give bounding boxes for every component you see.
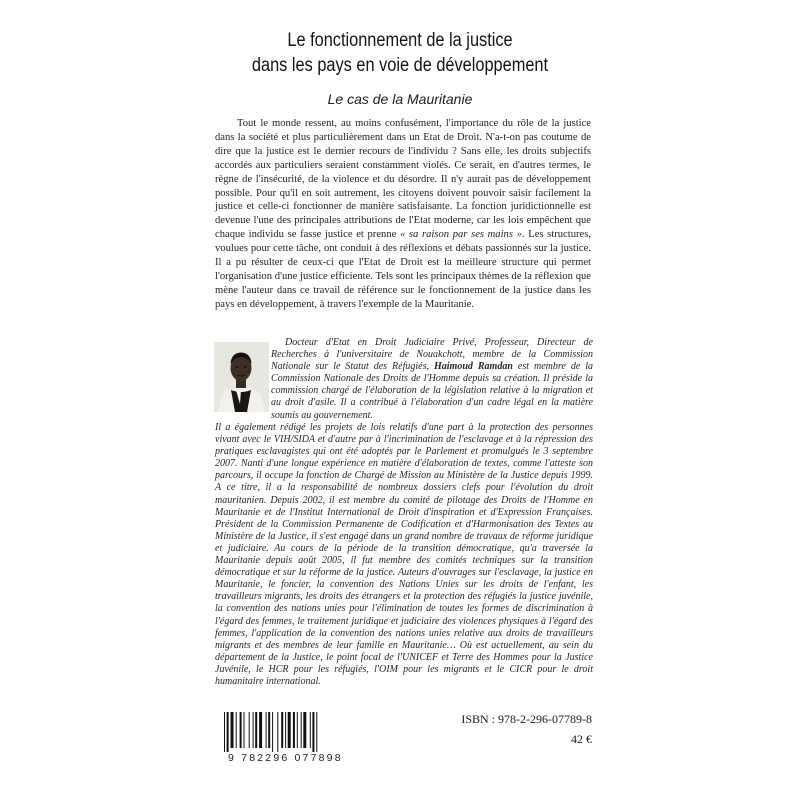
barcode-bar <box>259 712 262 748</box>
barcode-bar <box>236 712 237 748</box>
book-subtitle: Le cas de la Mauritanie <box>327 91 473 107</box>
book-title-line-2: dans les pays en voie de développement <box>251 55 549 76</box>
author-portrait-image <box>214 342 269 412</box>
book-title-line-1: Le fonctionnement de la justice <box>287 30 513 51</box>
blurb-text-1: Tout le monde ressent, au moins confusément, l'importance du rôle de la justice dans la société et plus particulièrement dans un Etat de Droit. N'a-t-on pas coutume de dire que la justice est le dernier recours de l'individu ? Sans elle, les droits subjectifs accordés aux particuliers seraient constamment violés. Ce serait, en d'autres termes, le règne de l'insécurité, de la violence et du désordre. Il n'y aurait pas de développement possible. Pour qu'il en soit autrement, les citoyens doivent pouvoir saisir facilement la justice et celle-ci fonctionner de manière satisfaisante. La fonction juridictionnelle est devenue l'une des principales attributions de l'Etat moderne, car les lois empêchent que chaque individu se fasse justice et prenne <box>215 118 591 241</box>
barcode-bar <box>244 712 245 748</box>
barcode-bar <box>255 712 257 748</box>
barcode-bar <box>303 712 306 748</box>
author-bio-intro <box>271 337 593 422</box>
barcode-bar <box>266 712 267 748</box>
bio-text-1: Docteur d'Etat en Droit Judiciaire Privé, Professeur, Directeur de Recherches à l'universitaire de Nouakchott, membre de la Commission Nationale sur le Statut des Réfugiés, <box>271 337 593 373</box>
author-photo <box>214 342 269 412</box>
barcode-bar <box>301 712 302 748</box>
barcode-bar <box>285 712 286 748</box>
barcode-bar <box>297 712 298 748</box>
barcode-bar <box>310 712 311 748</box>
author-name: Haimoud Ramdan <box>434 361 513 373</box>
barcode-bar <box>316 712 317 752</box>
book-title <box>56 28 744 78</box>
barcode-bar <box>277 712 278 752</box>
barcode-bar <box>227 712 229 752</box>
barcode-bar <box>253 712 254 748</box>
barcode-bar <box>231 712 234 748</box>
isbn-label: ISBN : 978-2-296-07789-8 <box>461 712 592 726</box>
back-cover-blurb <box>215 117 591 312</box>
barcode-bar <box>281 712 283 748</box>
barcode-bar <box>293 712 295 748</box>
barcode-bar <box>312 712 314 752</box>
bio-text-2: est membre de la Commission Nationale des Droits de l'Homme depuis sa création. Il préside la commission chargé de l'élaboration de la législation relative à la migration et au droit d'asile. Il a contribué à l'élaboration d'un cadre légal en la matière soumis au gouvernement. <box>271 361 594 421</box>
isbn-barcode <box>222 712 346 752</box>
barcode-bar <box>288 712 291 748</box>
barcode-bar <box>268 712 270 748</box>
author-bio-main: Il a également rédigé les projets de lois relatifs d'une part à la protection des personnes vivant avec le VIH/SIDA et d'autre par à l'incrimination de l'esclavage et à la répression des pratiques esclavagistes qui ont été adoptés par le Parlement et promulgués le 3 septembre 2007. Nanti d'une longue expérience en matière d'élaboration de textes, comme l'atteste son parcours, il occupe la fonction de Chargé de Mission au Ministère de la Justice depuis 1999. A ce titre, il a la responsabilité de nombreux dossiers clefs pour l'évolution du droit mauritanien. Depuis 2002, il est membre du comité de pilotage des Droits de l'Homme en Mauritanie et de l'Institut International de Droit d'inspiration et d'Expression Françaises. Président de la Commission Permanente de Codification et d'Harmonisation des Textes au Ministère de la Justice, il s'est engagé dans un grand nombre de travaux de réforme juridique et judiciaire. Au cours de la période de la transition démocratique, qu'a traversée la Mauritanie depuis août 2005, il fut membre des comités techniques sur la transition démocratique et sur la réforme de la justice. Auteurs d'ouvrages sur l'esclavage, la justice en Mauritanie, le foncier, la convention des Nations Unies sur les droits de l'enfant, les travailleurs migrants, les droits des étrangers et la protection des réfugiés la justice juvénile, la convention des nations unies pour l'élimination de toutes les formes de discrimination à l'égard des femmes, le traitement juridique et judiciaire des violences physiques à l'égard des femmes, l'application de la convention des nations unies relative aux droits de travailleurs migrants et des membres de leur famille en Mauritanie… Où est actuellement, au sein du département de la Justice, le point focal de l'UNICEF et Terre des Hommes pour la Justice Juvénile, le HCR pour les réfugiés, l'OIM pour les migrants et le CICR pour le droit humanitaire international. <box>215 422 593 687</box>
barcode-number: 9 782296 077898 <box>228 752 343 764</box>
barcode-bar <box>224 712 225 752</box>
barcode-bar <box>272 712 273 752</box>
barcode-bar <box>240 712 242 748</box>
blurb-text-2: . Les structures, voulues pour cette tâche, ont conduit à des réflexions et débats passionnés sur la justice. Il a pu résulter de ceux-ci que l'Etat de Droit est la meilleure structure qui permet l'organisation d'une justice efficiente. Tels sont les principaux thèmes de la réflexion que mène l'auteur dans ce travail de référence sur le fonctionnement de la justice dans les pays en développement, à travers l'exemple de la Mauritanie. <box>215 229 591 310</box>
barcode-bar <box>249 712 250 748</box>
price-label: 42 € <box>571 732 592 746</box>
blurb-quote: « sa raison par ses mains » <box>399 229 522 241</box>
